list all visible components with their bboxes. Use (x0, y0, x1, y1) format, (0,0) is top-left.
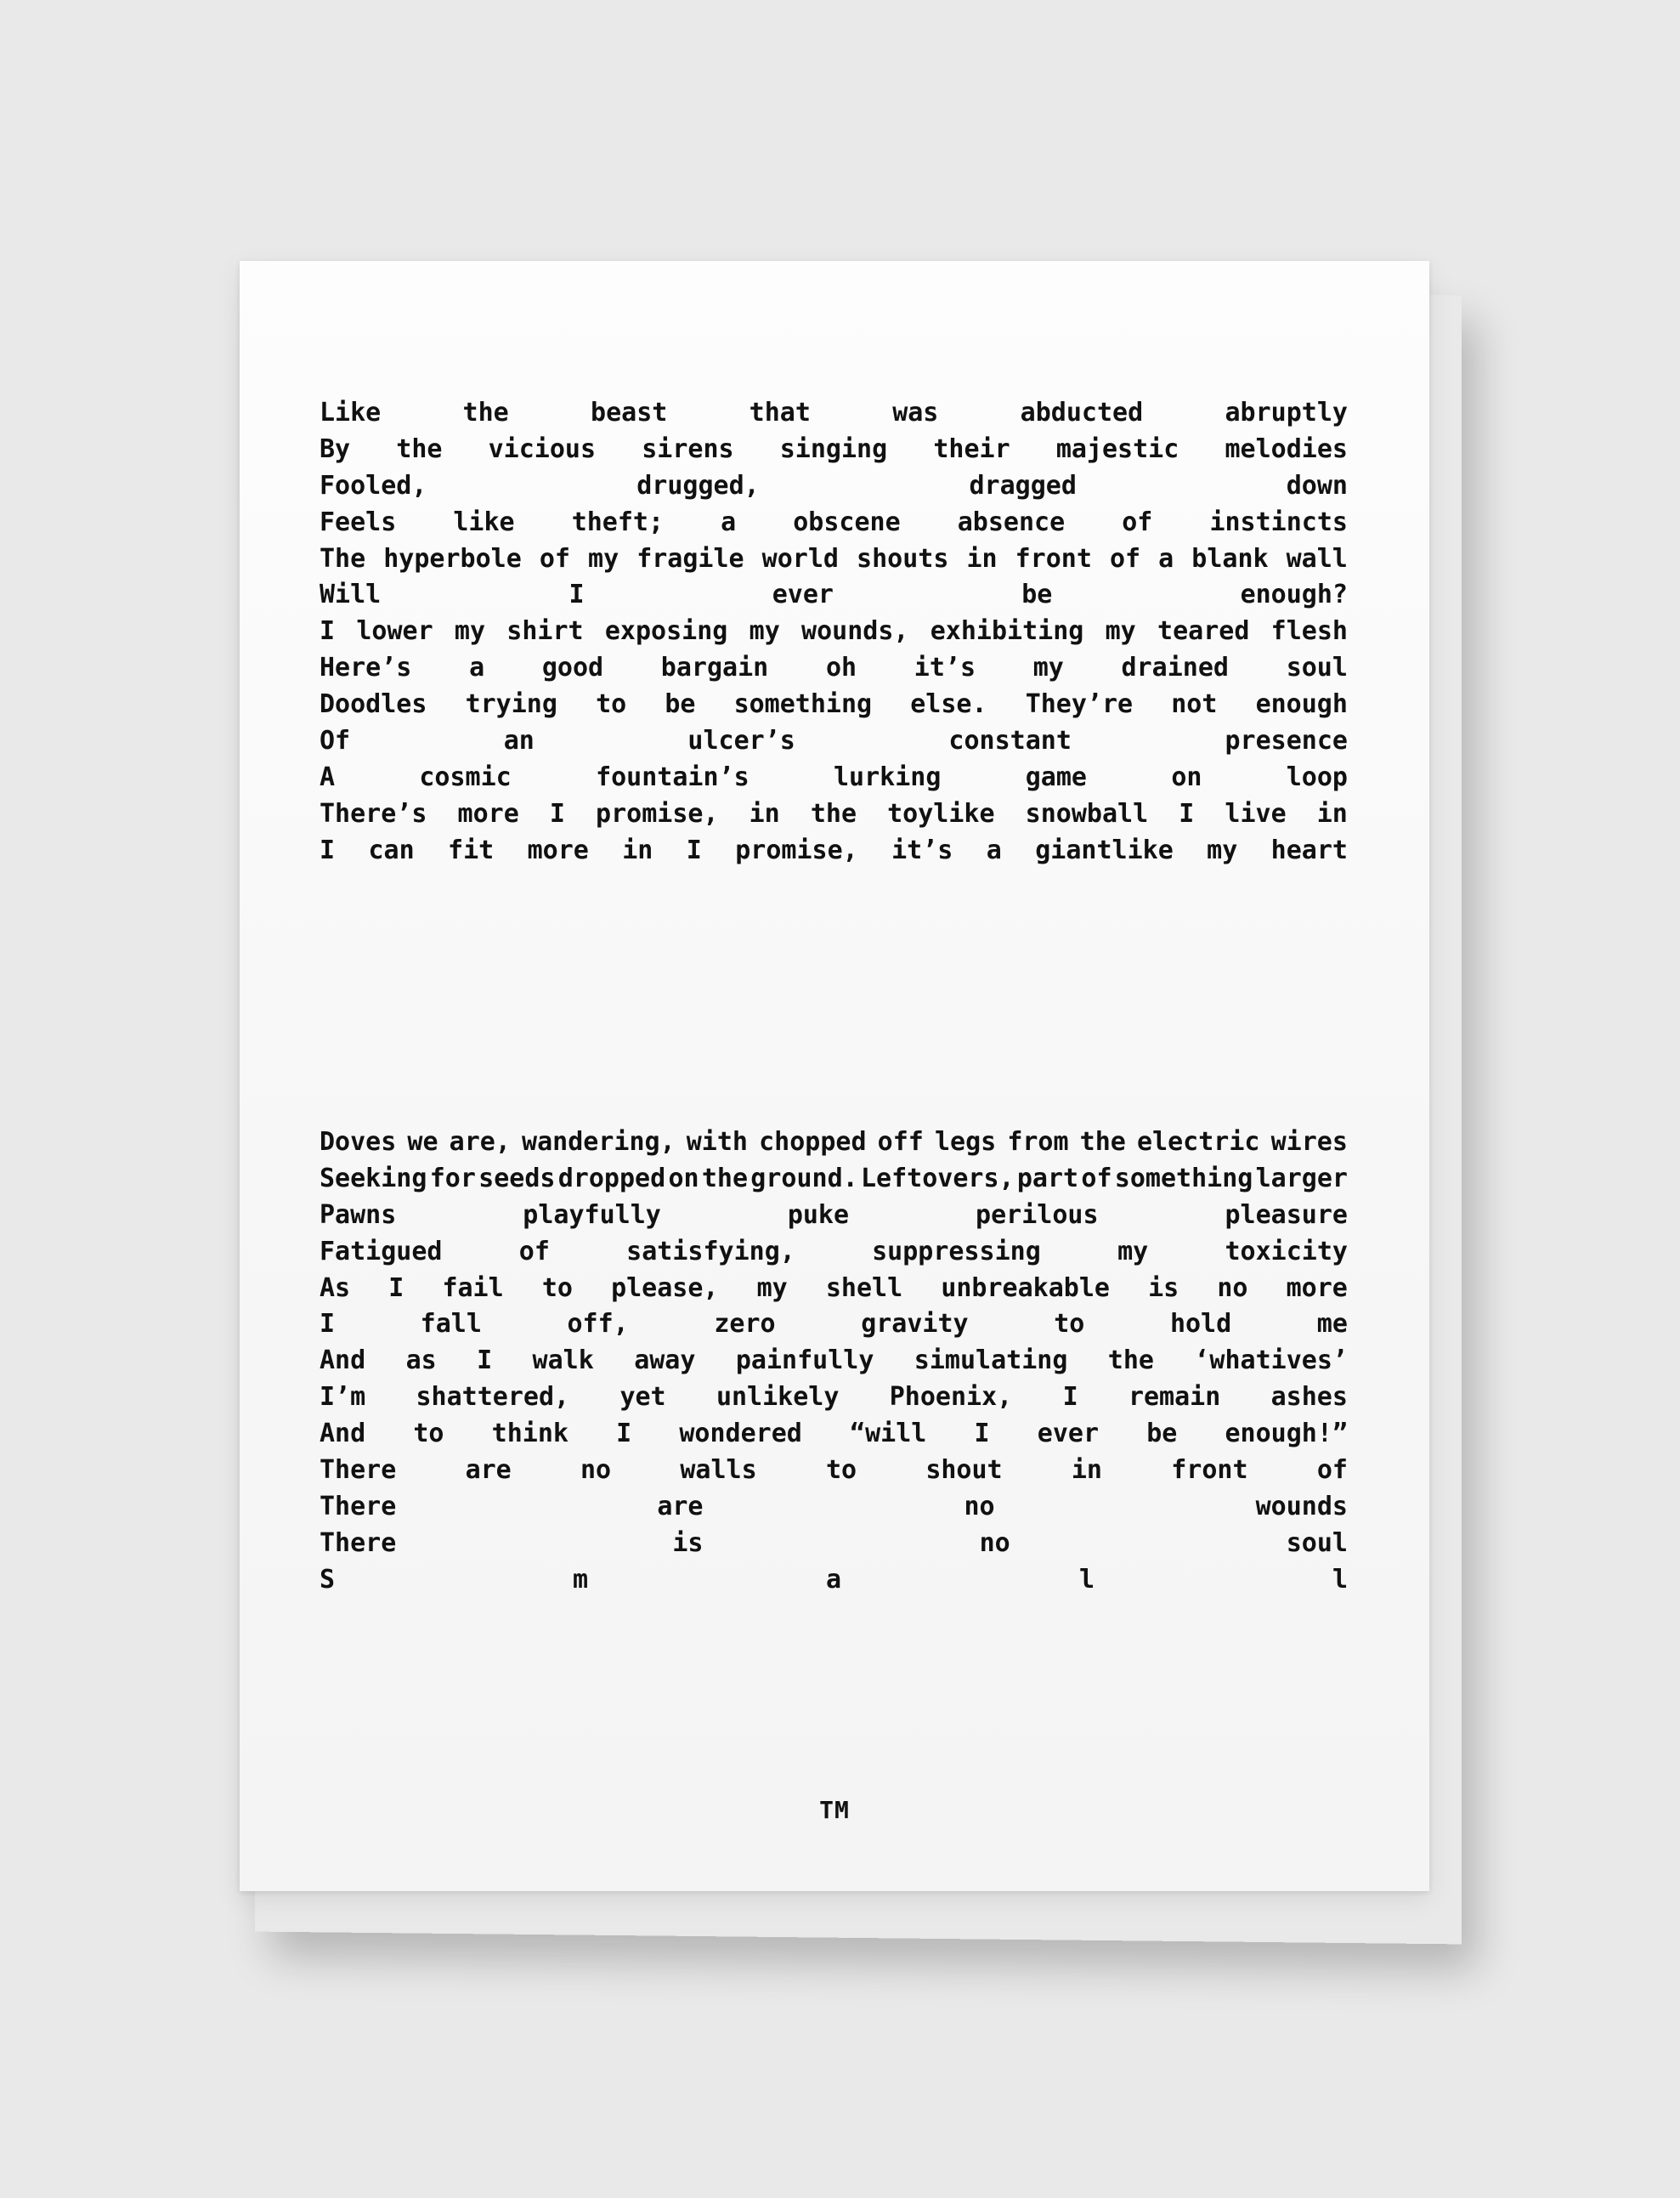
poem-word: soul (1286, 1527, 1348, 1558)
poem-line (320, 577, 1348, 614)
poem-word: be (1021, 580, 1053, 610)
poem-word: enough (1255, 689, 1348, 720)
poem-line (320, 1306, 1348, 1343)
poem-word: flesh (1270, 616, 1348, 647)
poem-word: a (986, 835, 1002, 865)
poem-word: lurking (834, 762, 942, 792)
poem-word: I (320, 835, 336, 865)
poem-word: ashes (1270, 1382, 1348, 1413)
poem-line (320, 541, 1348, 578)
poem-line (320, 1271, 1348, 1307)
poem-word: S (320, 1564, 336, 1595)
poem-line (320, 723, 1348, 760)
poem-word: wondered (679, 1419, 802, 1449)
poem-word: live (1225, 798, 1287, 829)
poem-word: sirens (642, 433, 734, 464)
poem-word: more (1286, 1272, 1348, 1303)
poem-word: the (1079, 1127, 1126, 1157)
poem-word: to (825, 1455, 857, 1486)
poem-word: an (503, 726, 535, 756)
poem-word: that (749, 398, 811, 428)
poem-word: oh (825, 653, 857, 683)
poem-word: their (933, 433, 1010, 464)
poem-word: be (1146, 1419, 1178, 1449)
poem-word: Doodles (320, 689, 427, 720)
poem-word: down (1286, 470, 1348, 501)
poem-word: my (749, 616, 780, 647)
poem-word: of (1109, 543, 1141, 574)
poem-word: Pawns (320, 1199, 397, 1230)
poem-word: There (320, 1527, 397, 1558)
poem-word: no (964, 1491, 995, 1521)
poem-word: please, (611, 1272, 719, 1303)
poem-word: I’m (320, 1382, 366, 1413)
poem-line (320, 468, 1348, 505)
poem-word: wounds (1255, 1491, 1348, 1521)
poem-line (320, 1416, 1348, 1453)
poem-word: off (877, 1127, 924, 1157)
poem-word: the (1107, 1345, 1154, 1376)
poem-word: chopped (759, 1127, 867, 1157)
poem-word: promise, (596, 798, 719, 829)
poem-word: are (465, 1455, 512, 1486)
poem-word: with (686, 1127, 748, 1157)
poem-word: Feels (320, 507, 397, 537)
poem-line (320, 760, 1348, 796)
poem-word: l (1332, 1564, 1348, 1595)
poem-word: part (1016, 1163, 1079, 1193)
poem-word: fall (420, 1309, 482, 1340)
poem-word: cosmic (419, 762, 512, 792)
poem-word: ever (1037, 1419, 1100, 1449)
poem-word: soul (1286, 653, 1348, 683)
poem-word: Seeking (320, 1163, 427, 1193)
poem-word: zero (714, 1309, 776, 1340)
poem-word: Fooled, (320, 470, 427, 501)
poem-word: suppressing (872, 1236, 1041, 1266)
poem-word: front (1015, 543, 1092, 574)
poem-word: m (572, 1564, 589, 1595)
poem-word: in (966, 543, 998, 574)
poem-line (320, 796, 1348, 833)
poem-word: my (1032, 653, 1064, 683)
poem-word: pleasure (1225, 1199, 1348, 1230)
poem-word: presence (1225, 726, 1348, 756)
poem-word: to (541, 1272, 573, 1303)
poem-word: to (596, 689, 627, 720)
poem-word: exposing (604, 616, 728, 647)
poem-word: walls (680, 1455, 757, 1486)
poem-word: promise, (735, 835, 858, 865)
poem-word: melodies (1225, 433, 1348, 464)
poem-word: is (672, 1527, 704, 1558)
poem-word: was (892, 398, 939, 428)
poem-word: ‘whatives’ (1194, 1345, 1348, 1376)
poem-word: I (1062, 1382, 1078, 1413)
poem-word: enough? (1240, 580, 1348, 610)
poem-word: instincts (1209, 507, 1348, 537)
poem-word: Doves (320, 1127, 397, 1157)
poem-word: Like (320, 398, 382, 428)
poem-word: There (320, 1491, 397, 1521)
poem-line (320, 650, 1348, 687)
poem-word: legs (934, 1127, 997, 1157)
poem-word: lower (356, 616, 433, 647)
poem-word: hold (1169, 1309, 1232, 1340)
poem-word: As (320, 1272, 351, 1303)
stanza-1 (320, 395, 1348, 870)
poem-word: my (1207, 835, 1238, 865)
poem-word: unbreakable (941, 1272, 1110, 1303)
poem-word: be (665, 689, 696, 720)
poem-word: And (320, 1419, 366, 1449)
poem-word: Here’s (320, 653, 412, 683)
poem-word: a (721, 507, 737, 537)
poem-line (320, 833, 1348, 870)
poem-line (320, 1234, 1348, 1271)
poem-word: off, (567, 1309, 629, 1340)
poem-word: Leftovers, (860, 1163, 1015, 1193)
poem-word: larger (1255, 1163, 1348, 1193)
poem-word: drugged, (636, 470, 760, 501)
poem-word: majestic (1055, 433, 1179, 464)
poem-word: the (701, 1163, 749, 1193)
poem-word: of (539, 543, 570, 574)
poem-word: in (622, 835, 653, 865)
poem-word: my (1117, 1236, 1149, 1266)
poem-word: ground. (750, 1163, 858, 1193)
poem-word: abruptly (1225, 398, 1348, 428)
poem-word: it’s (891, 835, 953, 865)
poem-word: hyperbole (383, 543, 522, 574)
poem-word: puke (787, 1199, 850, 1230)
poem-line (320, 1343, 1348, 1379)
poem-word: bargain (660, 653, 769, 683)
poem-line (320, 395, 1348, 432)
poem-word: blank (1191, 543, 1269, 574)
poem-word: shattered, (416, 1382, 570, 1413)
poem-word: front (1171, 1455, 1248, 1486)
poem-word: in (749, 798, 780, 829)
poem-word: else. (910, 689, 987, 720)
poem-word: giantlike (1035, 835, 1174, 865)
poem-word: playfully (523, 1199, 661, 1230)
poem-word: There’s (320, 798, 427, 829)
poem-word: away (634, 1345, 696, 1376)
poem-word: for (429, 1163, 476, 1193)
poem-word: shirt (506, 616, 584, 647)
poem-word: the (810, 798, 857, 829)
poem-word: to (413, 1419, 444, 1449)
poem-word: I (388, 1272, 404, 1303)
poem-word: on (668, 1163, 699, 1193)
poem-word: I (477, 1345, 493, 1376)
poem-word: of (1122, 507, 1153, 537)
poem-word: I (568, 580, 585, 610)
poem-word: “will (850, 1419, 927, 1449)
poem-line (320, 1161, 1348, 1198)
poem-word: more (457, 798, 519, 829)
poem-word: simulating (914, 1345, 1068, 1376)
poem-word: of (1316, 1455, 1348, 1486)
poem-word: heart (1270, 835, 1348, 865)
poem-word: the (396, 433, 443, 464)
poem-word: can (368, 835, 415, 865)
poem-word: And (320, 1345, 366, 1376)
poem-word: I (549, 798, 565, 829)
poem-word: singing (779, 433, 888, 464)
poem-word: absence (957, 507, 1066, 537)
poem-word: I (320, 1309, 336, 1340)
poem-line (320, 1453, 1348, 1489)
poem-word: walk (532, 1345, 594, 1376)
poem-word: something (1114, 1163, 1253, 1193)
poem-line (320, 1526, 1348, 1562)
poem-word: the (462, 398, 509, 428)
poem-word: game (1025, 762, 1087, 792)
poem-word: drained (1121, 653, 1229, 683)
poem-word: something (733, 689, 873, 720)
poem-word: vicious (488, 433, 597, 464)
poem-line (320, 614, 1348, 650)
poem-word: A (320, 762, 336, 792)
poem-word: no (979, 1527, 1010, 1558)
poem-word: Fatigued (320, 1236, 443, 1266)
signature: TM (819, 1796, 850, 1824)
poem-word: wandering, (522, 1127, 676, 1157)
poem-word: of (1081, 1163, 1112, 1193)
poem-word: I (686, 835, 702, 865)
stanza-2 (320, 1124, 1348, 1599)
poem-word: constant (948, 726, 1072, 756)
poem-word: ulcer’s (687, 726, 795, 756)
poem-line (320, 432, 1348, 468)
poem-word: no (1217, 1272, 1248, 1303)
poem-word: wall (1286, 543, 1348, 574)
poem-word: They’re (1025, 689, 1134, 720)
poem-line (320, 1489, 1348, 1526)
poem-word: shout (925, 1455, 1003, 1486)
poem-word: enough!” (1225, 1419, 1348, 1449)
poem-word: in (1071, 1455, 1102, 1486)
poem-word: unlikely (716, 1382, 840, 1413)
poem-word: me (1316, 1309, 1348, 1340)
poem-word: think (491, 1419, 568, 1449)
poem-word: painfully (735, 1345, 874, 1376)
poem-word: By (320, 433, 351, 464)
poem-word: ever (772, 580, 834, 610)
poem-line (320, 1562, 1348, 1599)
poem-word: fail (442, 1272, 504, 1303)
poem-word: remain (1128, 1382, 1221, 1413)
poem-line (320, 687, 1348, 723)
poem-word: world (761, 543, 839, 574)
poem-word: good (541, 653, 604, 683)
poem-word: Will (320, 580, 382, 610)
poem-word: Phoenix, (889, 1382, 1013, 1413)
poem-word: obscene (793, 507, 901, 537)
poem-word: my (756, 1272, 788, 1303)
poem-word: I (616, 1419, 632, 1449)
poem-word: trying (465, 689, 557, 720)
poem-word: a (1158, 543, 1174, 574)
poem-word: exhibiting (930, 616, 1084, 647)
poem-word: loop (1286, 762, 1348, 792)
poem-word: dragged (969, 470, 1077, 501)
poem-word: my (588, 543, 619, 574)
poem-word: I (974, 1419, 990, 1449)
poem-word: fountain’s (596, 762, 749, 792)
poem-word: my (1105, 616, 1136, 647)
poem-word: theft; (571, 507, 665, 537)
poem-word: from (1007, 1127, 1069, 1157)
poem-word: There (320, 1455, 397, 1486)
poem-word: we (407, 1127, 438, 1157)
poem-word: no (580, 1455, 612, 1486)
poem-word: it’s (914, 653, 976, 683)
poem-word: beast (591, 398, 668, 428)
poem-word: like (453, 507, 515, 537)
poem-word: a (825, 1564, 842, 1595)
poem-word: dropped (557, 1163, 666, 1193)
poem-word: a (469, 653, 485, 683)
poem-line (320, 505, 1348, 541)
poem-word: toylike (887, 798, 995, 829)
poem-word: The (320, 543, 366, 574)
poem-word: Of (320, 726, 351, 756)
poem-word: as (405, 1345, 437, 1376)
poem-line (320, 1379, 1348, 1416)
poem-word: gravity (861, 1309, 969, 1340)
poem-word: are, (449, 1127, 511, 1157)
poem-word: more (527, 835, 589, 865)
poem-word: in (1316, 798, 1348, 829)
poem-word: shell (825, 1272, 903, 1303)
poem-word: wounds, (801, 616, 909, 647)
poem-word: shouts (857, 543, 949, 574)
poem-word: I (320, 616, 336, 647)
poem-word: electric (1136, 1127, 1260, 1157)
poem-word: of (518, 1236, 550, 1266)
poem-word: satisfying, (626, 1236, 795, 1266)
poem-word: snowball (1025, 798, 1149, 829)
poem-word: to (1054, 1309, 1085, 1340)
poem-word: are (657, 1491, 704, 1521)
poem-word: abducted (1020, 398, 1144, 428)
poem-word: not (1171, 689, 1218, 720)
poem-word: on (1171, 762, 1202, 792)
poem-word: wires (1270, 1127, 1348, 1157)
poem-line (320, 1124, 1348, 1161)
paper-sheet (240, 261, 1429, 1891)
poem-line (320, 1198, 1348, 1234)
poem-word: perilous (976, 1199, 1099, 1230)
poem-word: l (1078, 1564, 1095, 1595)
poem-word: toxicity (1225, 1236, 1348, 1266)
poem-word: I (1179, 798, 1195, 829)
poem-word: seeds (478, 1163, 556, 1193)
poem-word: is (1148, 1272, 1179, 1303)
poem-word: teared (1157, 616, 1250, 647)
poem-word: fragile (636, 543, 744, 574)
poem-word: my (454, 616, 486, 647)
poem-word: yet (619, 1382, 666, 1413)
poem-word: fit (448, 835, 495, 865)
